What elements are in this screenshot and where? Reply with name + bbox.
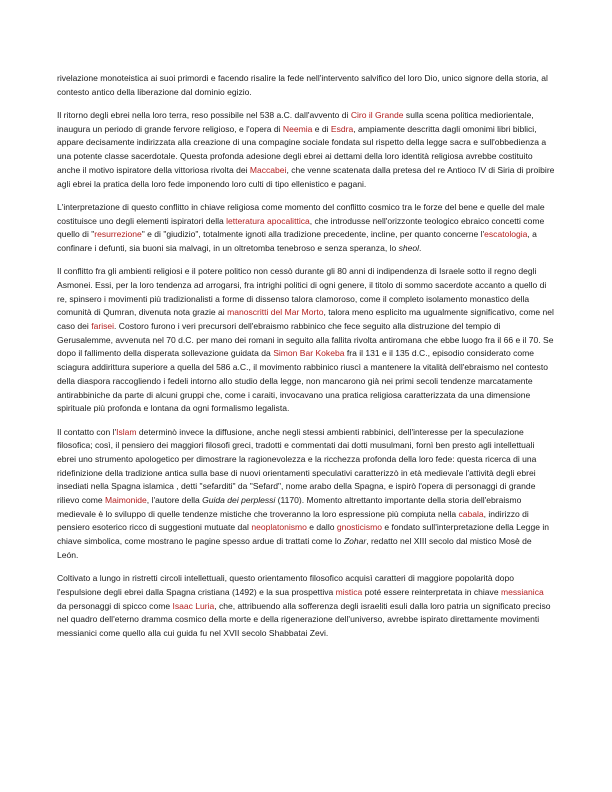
text-run: , che venne scatenata dalla pretesa del re Antioco IV di Siria di proibire agli ebrei la pratica della loro fede imponendo loro culti di tipo ellenistico e pagani. xyxy=(57,164,555,189)
italic-term: Guida dei perplessi xyxy=(202,495,276,506)
wiki-link[interactable]: Maimonide xyxy=(104,495,147,506)
wiki-link[interactable]: escatologia xyxy=(484,229,528,240)
italic-term: Zohar xyxy=(343,536,367,547)
text-run: Il ritorno degli ebrei nella loro terra, reso possibile nel 538 a.C. dall'avvento di xyxy=(57,110,351,120)
paragraph xyxy=(57,265,555,416)
paragraph xyxy=(57,572,555,641)
text-run: , talora meno esplicito ma ugualmente significativo, come nel caso dei xyxy=(57,307,554,332)
wiki-link[interactable]: gnosticismo xyxy=(336,522,382,533)
wiki-link[interactable]: messianica xyxy=(500,586,544,597)
text-run: poté essere reinterpretata in chiave xyxy=(362,586,501,597)
text-run: Il conflitto fra gli ambienti religiosi e il potere politico non cessò durante gli 80 anni di indipendenza di Israele sotto il regno degli Asmonei. Essi, per la loro tendenza ad arrogarsi, fra intrighi politici di ogni genere, il titolo di sommo sacerdote accanto a quello di re, spinsero i movimenti più tradizionalisti a forme di dissenso talora clamoroso, come il completo isolamento monastico della comunità di Qumran, divenuta nota grazie ai xyxy=(57,266,547,318)
paragraph xyxy=(57,201,555,256)
text-run: determinò invece la diffusione, anche negli stessi ambienti rabbinici, dell'interesse per la speculazione filosofica; così, il pensiero dei maggiori filosofi greci, tradotti e commentati dai dotti musulmani, fornì ben presto agli intellettuali ebrei uno strumento apologetico per dimostrare la ragionevolezza e la ricchezza profonda della loro fede: questa ricerca di una ridefinizione della tradizione antica sulla base di nuovi orientamenti speculativi caratterizzò in età medievale l'attività degli ebrei insediati nella Spagna islamica , detti "sefarditi" da "Sefard", nome arabo della Spagna, e ispirò l'opera di personaggi di grande rilievo come xyxy=(57,426,537,506)
text-run: , l'autore della xyxy=(146,495,203,506)
wiki-link[interactable]: Isaac Luria xyxy=(172,600,215,611)
wiki-link[interactable]: neoplatonismo xyxy=(251,522,307,533)
text-run: , che, attribuendo alla sofferenza degli israeliti esuli dalla loro patria un significato preciso nel quadro dell'eterno dramma cosmico della morte e della rigenerazione dell'universo, avrebbe ispirato direttamente movimenti messianici come quello alla cui guida fu nel XVII secolo Shabbatai Zevi. xyxy=(57,600,551,638)
paragraph xyxy=(57,109,555,191)
wiki-link[interactable]: Neemia xyxy=(282,123,313,134)
paragraph xyxy=(57,72,555,99)
text-run: e dallo xyxy=(306,522,337,533)
text-run: " e di "giudizio", totalmente ignoti alla tradizione precedente, incline, per quanto concerne l' xyxy=(141,229,485,240)
wiki-link[interactable]: Simon Bar Kokeba xyxy=(273,348,345,359)
text-run: Il contatto con l' xyxy=(57,426,117,437)
text-run: , redatto nel XIII secolo dal mistico Mosè de León. xyxy=(57,536,532,560)
wiki-link[interactable]: cabala xyxy=(458,508,484,519)
paragraph xyxy=(57,426,555,563)
text-run: L'interpretazione di questo conflitto in chiave religiosa come momento del conflitto cosmico tra le forze del bene e quelle del male costituisce uno degli elementi ispiratori della xyxy=(57,201,545,226)
italic-term: sheol xyxy=(398,242,420,253)
text-run: . xyxy=(419,242,422,253)
text-run: e fondato sull'interpretazione della Legge in chiave simbolica, come mostrano le pagine spesso ardue di trattati come lo xyxy=(57,522,549,547)
wiki-link[interactable]: letteratura apocalittica xyxy=(226,215,310,226)
text-run: . Costoro furono i veri precursori dell'ebraismo rabbinico che fece seguito alla distruzione del tempio di Gerusalemme, avvenuta nel 70 d.C. per mano dei romani in seguito alla fallita rivolta antiromana che ebbe luogo fra il 66 e il 70. Se dopo il fallimento della disperata sollevazione guidata da xyxy=(57,321,554,359)
wiki-link[interactable]: Ciro il Grande xyxy=(350,110,404,120)
text-run: da personaggi di spicco come xyxy=(57,600,173,611)
article-body xyxy=(57,72,555,650)
text-run: , a confinare i defunti, sia buoni sia malvagi, in un oltretomba tenebroso e senza speranza, lo xyxy=(57,229,537,253)
wiki-link[interactable]: Esdra xyxy=(330,123,354,134)
wiki-link[interactable]: mistica xyxy=(335,586,363,597)
text-run: fra il 131 e il 135 d.C., episodio considerato come sciagura addirittura superiore a quella del 586 a.C., il movimento rabbinico riuscì a mantenere la vitalità dell'ebraismo nel contesto della diaspora raccogliendo i fedeli intorno allo studio della legge, non mancarono già nei primi secoli tendenze marcatamente antirabbiniche da parte di alcuni gruppi che, come i caraiti, invocavano una pratica religiosa caratterizzata da una dimensione spirituale più profonda e lontana da ogni formalismo legalista. xyxy=(57,348,548,414)
text-run: , che introdusse nell'orizzonte teologico ebraico concetti come quello di " xyxy=(57,215,545,240)
wiki-link[interactable]: Islam xyxy=(116,426,137,437)
wiki-link[interactable]: manoscritti del Mar Morto xyxy=(227,307,324,318)
wiki-link[interactable]: Maccabei xyxy=(249,164,287,175)
text-run: (1170). Momento altrettanto importante della storia dell'ebraismo medievale è lo sviluppo di quelle tendenze mistiche che troveranno la loro espressione più compiuta nella xyxy=(57,495,522,519)
text-run: Coltivato a lungo in ristretti circoli intellettuali, questo orientamento filosofico acquisì caratteri di maggiore popolarità dopo l'espulsione degli ebrei dalla Spagna cristiana (1492) e la sua prospettiva xyxy=(57,573,515,597)
wiki-link[interactable]: resurrezione xyxy=(94,229,142,240)
text-run: rivelazione monoteistica ai suoi primordi e facendo risalire la fede nell'intervento salvifico del loro Dio, unico signore della storia, al contesto antico della liberazione dal dominio egizio. xyxy=(57,73,548,97)
text-run: e di xyxy=(312,123,331,134)
wiki-link[interactable]: farisei xyxy=(91,321,115,332)
text-run: sulla scena politica mediorientale, inaugura un periodo di grande fervore religioso, e l'opera di xyxy=(57,110,534,134)
text-run: , indirizzo di pensiero esoterico ricco di suggestioni mutuate dal xyxy=(57,508,529,533)
text-run: , ampiamente descritta dagli omonimi libri biblici, appare decisamente indirizzata alla creazione di una compagine sociale fondata sul rispetto della legge sacra e sull'obbedienza a una potente classe sacerdotale. Questa profonda adesione degli ebrei ai dettami della loro identità religiosa avrebbe costituito anche il motivo ispiratore della vittoriosa rivolta dei xyxy=(57,123,547,175)
